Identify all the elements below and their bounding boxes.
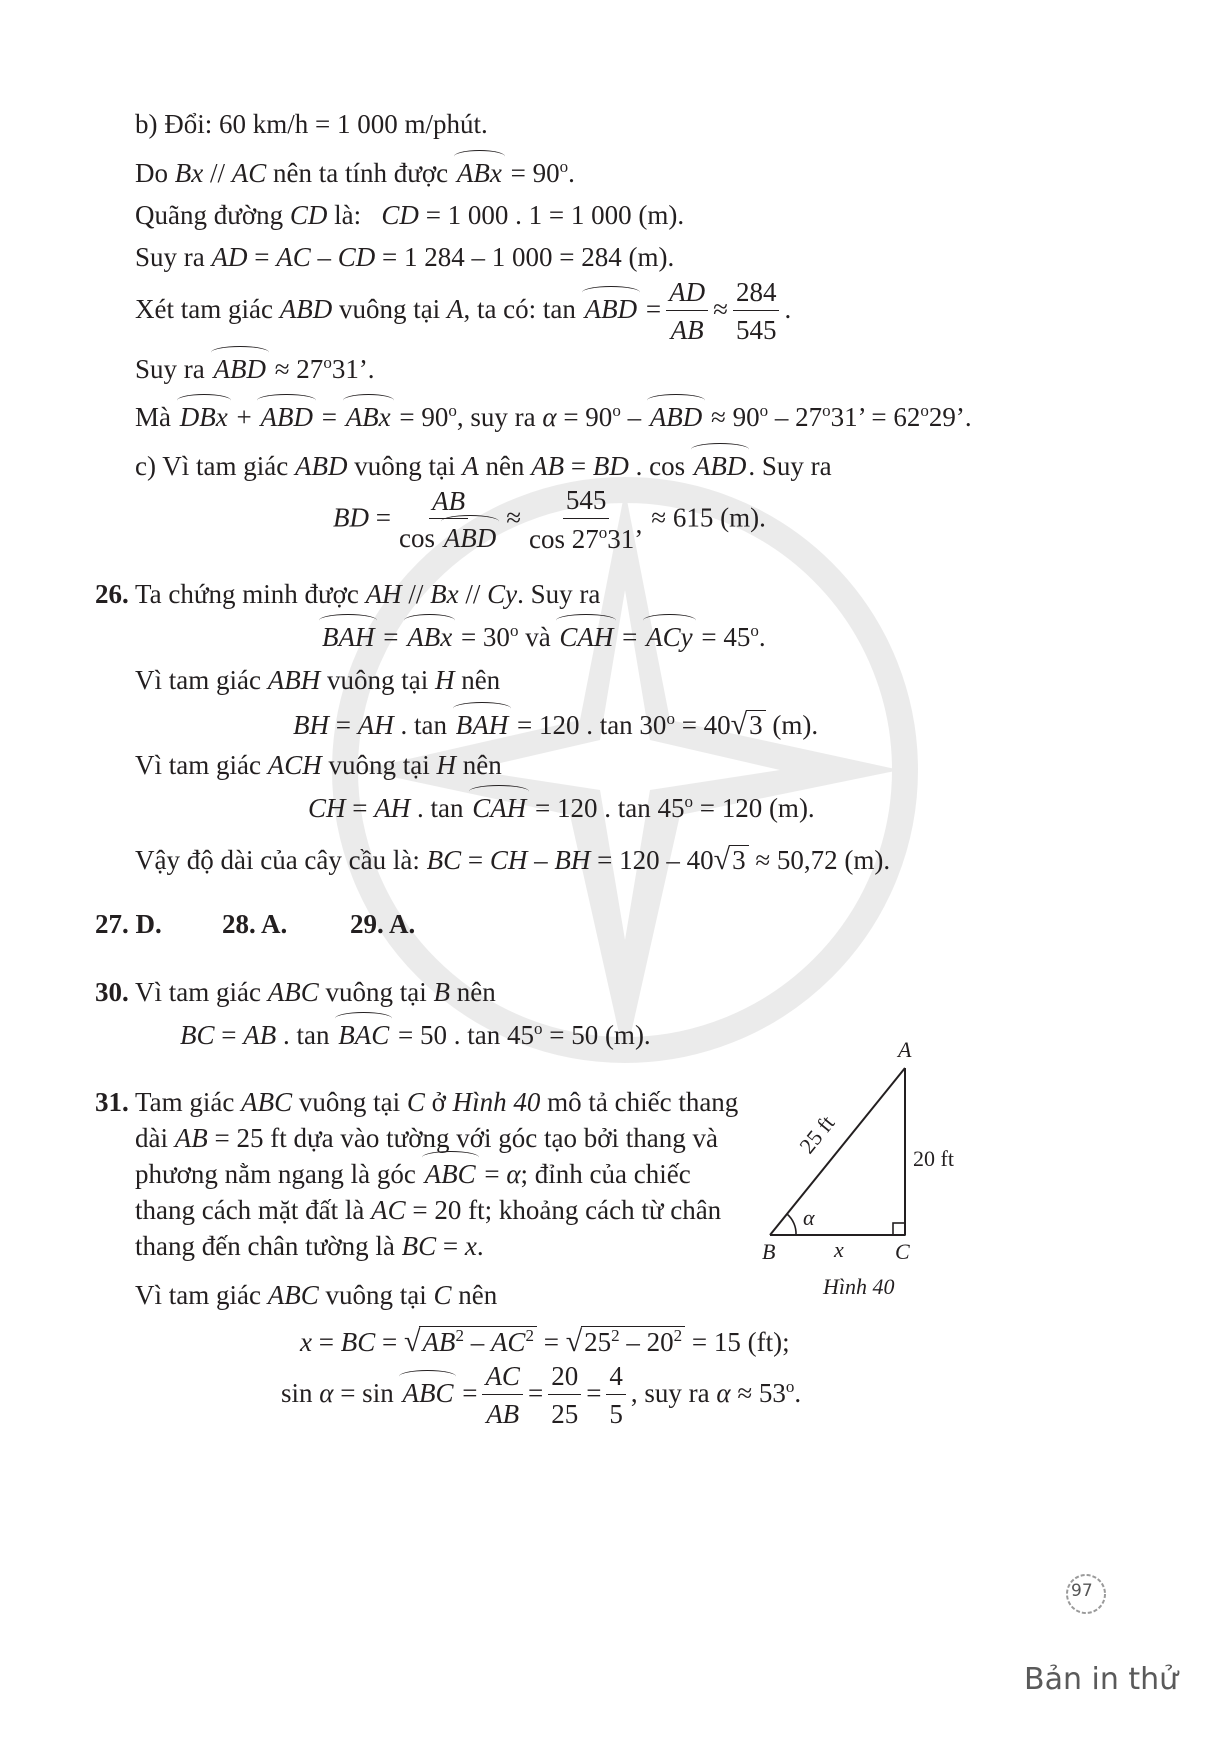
line-b-convert: b) Đổi: 60 km/h = 1 000 m/phút. — [135, 109, 488, 139]
line-31-1: 31. Tam giác ABC vuông tại C ở Hình 40 mô tả chiếc thang — [95, 1087, 739, 1117]
answer-27: 27. D. — [95, 909, 162, 939]
line-26-abh: Vì tam giác ABH vuông tại H nên — [135, 665, 501, 695]
line-26-bc: Vậy độ dài của cây cầu là: BC = CH – BH = 120 – 40√3 ≈ 50,72 (m). — [135, 843, 891, 876]
label-hypotenuse: 25 ft — [794, 1110, 840, 1159]
figure-caption: Hình 40 — [823, 1274, 895, 1299]
triangle-abc — [760, 1060, 1000, 1250]
line-b-ad: Suy ra AD = AC – CD = 1 284 – 1 000 = 284 (m). — [135, 242, 675, 272]
line-26-bh: BH = AH . tan BAH = 120 . $\tan 30^o = 40√3$ (m). — [293, 708, 819, 741]
line-26-intro: 26. Ta chứng minh được AH // Bx // Cy. Suy ra — [95, 579, 601, 609]
footer-draft-label: Bản in thử — [1024, 1662, 1179, 1697]
line-b-abd: Suy ra ABD ≈ $27^o31$’. — [135, 353, 375, 384]
label-side-ac: 20 ft — [913, 1146, 954, 1171]
line-30-bc: BC = AB . tan BAC = 50 . $\tan 45^o = 50$ (m). — [180, 1019, 651, 1050]
line-c-intro: c) Vì tam giác ABD vuông tại A nên AB = BD . cos ABD. Suy ra — [135, 451, 832, 481]
line-31-2: dài AB = 25 ft dựa vào tường với góc tạo bởi thang và — [135, 1123, 718, 1153]
line-b-angle: Do Bx // AC nên ta tính được ABx = $90^o$. — [135, 157, 575, 188]
line-31-x: x = BC = $√AB^2 - AC^2 = √25^2 - 20^2 = 15$ (ft); — [300, 1325, 790, 1358]
line-31-sin: sin α = sin ABC = $\frac{AC}{AB}$ = $\frac{20}{25}$ = $\frac{4}{5}$ , suy ra $\alpha \approx 53^o$. — [281, 1361, 802, 1429]
line-b-tan: Xét tam giác ABD vuông tại A, ta có: tan ABD = $\frac{AD}{AB}$ ≈ $\frac{284}{545}$ . — [135, 277, 792, 345]
vertex-b: B — [762, 1239, 776, 1264]
answer-28: 28. A. — [222, 909, 288, 939]
line-b-cd: Quãng đường CD là: CD = 1 000 . 1 = 1 000 (m). — [135, 200, 685, 230]
line-31-3: phương nằm ngang là góc ABC = α; đỉnh của chiếc — [135, 1159, 691, 1189]
vertex-c: C — [895, 1239, 910, 1264]
line-26-ch: CH = AH . tan CAH = 120 . $\tan 45^o = 120$ (m). — [308, 792, 815, 823]
vertex-a: A — [898, 1037, 912, 1062]
line-26-angles: BAH = ABx = $30^o$ và CAH = ACy = $45^o$. — [322, 621, 766, 652]
line-30-intro: 30. Vì tam giác ABC vuông tại B nên — [95, 977, 496, 1007]
line-26-ach: Vì tam giác ACH vuông tại H nên — [135, 750, 502, 780]
line-b-alpha: Mà DBx + ABD = ABx = $90^o$, suy ra $\alpha = 90^o$ – ABD ≈ $90^o - 27^o31$’ = $62^o29$’. — [135, 401, 972, 432]
label-alpha: α — [803, 1205, 815, 1230]
answer-29: 29. A. — [350, 909, 416, 939]
line-31-4: thang cách mặt đất là AC = 20 ft; khoảng cách từ chân — [135, 1195, 722, 1225]
line-31-abc: Vì tam giác ABC vuông tại C nên — [135, 1280, 498, 1310]
page-number: 97 — [1071, 1581, 1093, 1601]
line-31-5: thang đến chân tường là BC = x. — [135, 1231, 484, 1261]
line-c-bd: BD = $\frac{AB}{\text{cos ABD}}$ ≈ $\frac{545}{\cos 27^o31’}$ ≈ 615 (m). — [333, 485, 766, 554]
label-x: x — [834, 1237, 844, 1262]
